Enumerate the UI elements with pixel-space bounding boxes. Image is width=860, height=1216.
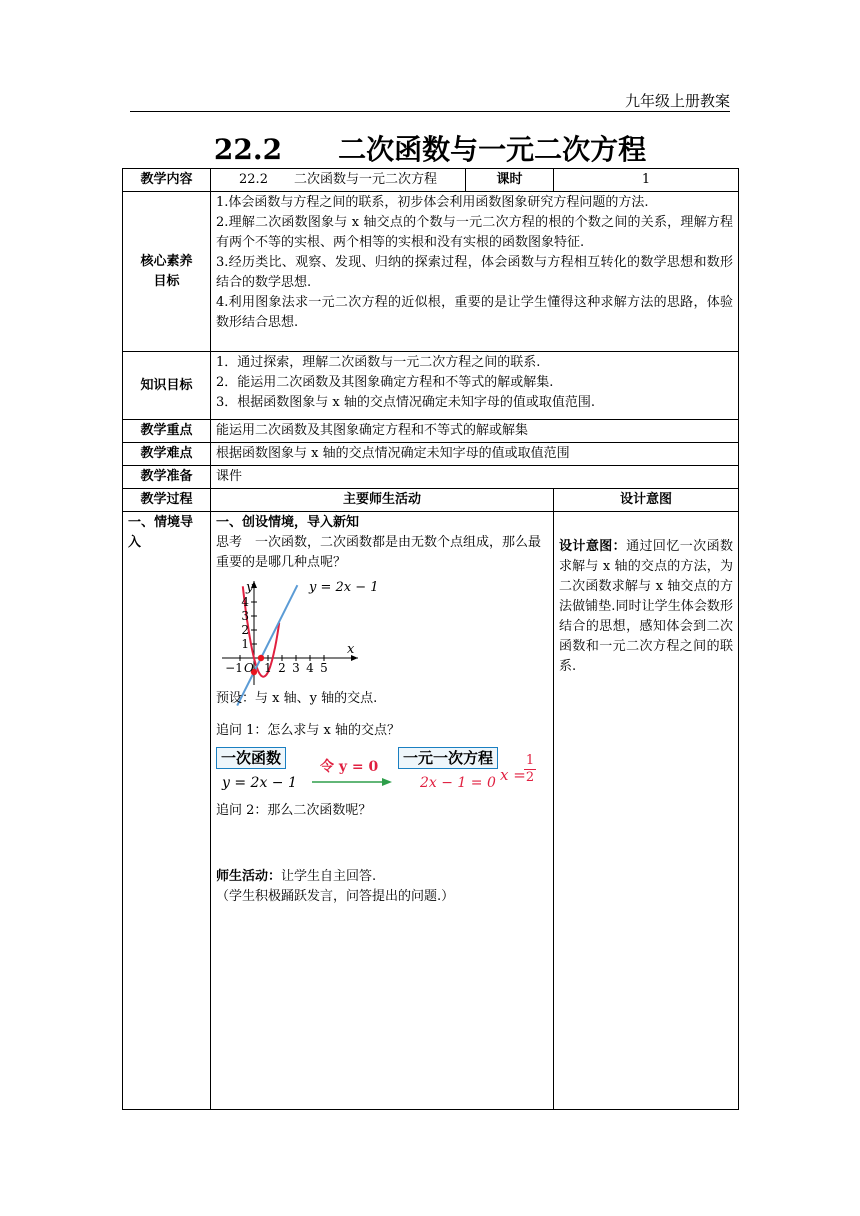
lesson-plan-table [122, 168, 739, 1110]
y-axis-label: y [246, 580, 254, 595]
class-hours-label: 课时 [466, 169, 554, 192]
row-difficult-points [123, 443, 739, 466]
x-tick-label: 5 [320, 661, 328, 675]
x-tick-label: 1 [264, 661, 272, 675]
x-tick-label: −1 [225, 661, 243, 675]
flow-equation-2: 2x − 1 = 0 [420, 775, 496, 791]
flow-box-linear-function: 一次函数 [216, 747, 286, 769]
row-stage-intro [123, 512, 739, 1110]
section-title: 一、创设情境，导入新知 [216, 515, 360, 530]
key-points-value: 能运用二次函数及其图象确定方程和不等式的解或解集 [211, 420, 739, 443]
knowledge-item: 2．能运用二次函数及其图象确定方程和不等式的解或解集. [216, 375, 554, 390]
page-title: 22.2 二次函数与一元二次方程 [213, 133, 647, 166]
teaching-content-value: 22.2 二次函数与一元二次方程 [211, 169, 466, 192]
row-teaching-content [123, 169, 739, 192]
x-tick-label: 2 [278, 661, 286, 675]
preparation-label: 教学准备 [123, 466, 211, 489]
knowledge-goals-label: 知识目标 [123, 352, 211, 420]
row-core-literacy [123, 192, 739, 352]
flow-arrow-label: 令 y = 0 [320, 759, 379, 775]
x-tick-label: 4 [306, 661, 314, 675]
core-item: 1.体会函数与方程之间的联系，初步体会利用函数图象研究方程问题的方法. [216, 195, 649, 210]
flow-equation-1: y = 2x − 1 [222, 775, 297, 791]
activity-text: 让学生自主回答. [281, 869, 377, 884]
activity-note: （学生积极踊跃发言，问答提出的问题.） [216, 889, 455, 904]
core-literacy-content [211, 192, 739, 352]
line-equation-label: y = 2x − 1 [309, 580, 379, 595]
core-item: 3.经历类比、观察、发现、归纳的探索过程，体会函数与方程相互转化的数学思想和数形结合的数学思想. [216, 255, 733, 290]
solution-flow [216, 743, 548, 801]
process-header-activity: 主要师生活动 [211, 489, 554, 512]
row-key-points [123, 420, 739, 443]
stage-intro-label: 一、情境导入 [123, 512, 211, 1110]
knowledge-goals-content [211, 352, 739, 420]
activity-line [216, 867, 548, 887]
stage-intro-activities [211, 512, 554, 1110]
fraction-denominator: 2 [525, 770, 535, 785]
flow-result-prefix: x = [500, 766, 526, 784]
x-tick-label: 3 [292, 661, 300, 675]
process-header-stage: 教学过程 [123, 489, 211, 512]
origin-label: O [244, 661, 254, 675]
difficult-points-label: 教学难点 [123, 443, 211, 466]
row-preparation [123, 466, 739, 489]
think-question: 思考 一次函数，二次函数都是由无数个点组成，那么最重要的是哪几种点呢？ [216, 535, 542, 570]
preparation-value: 课件 [211, 466, 739, 489]
core-item: 2.理解二次函数图象与 x 轴交点的个数与一元二次方程的根的个数之间的关系，理解方程有两个不等的实根、两个相等的实根和没有实根的函数图象特征. [216, 215, 733, 250]
process-header-intent: 设计意图 [554, 489, 739, 512]
flow-box-linear-equation: 一元一次方程 [398, 747, 498, 769]
y-tick-label: 2 [241, 623, 249, 637]
function-graph [216, 575, 379, 687]
core-literacy-label-line2: 目标 [153, 273, 180, 289]
knowledge-item: 3．根据函数图象与 x 轴的交点情况确定未知字母的值或取值范围. [216, 395, 595, 410]
key-points-label: 教学重点 [123, 420, 211, 443]
teaching-content-label: 教学内容 [123, 169, 211, 192]
class-hours-value: 1 [554, 169, 739, 192]
core-item: 4.利用图象法求一元二次方程的近似根，重要的是让学生懂得这种求解方法的思路，体验数形结合思想. [216, 295, 733, 330]
difficult-points-value: 根据函数图象与 x 轴的交点情况确定未知字母的值或取值范围 [211, 443, 739, 466]
y-tick-label: 3 [241, 609, 249, 623]
intent-text: 通过回忆一次函数求解与 x 轴的交点的方法，为二次函数求解与 x 轴交点的方法做铺垫.同时让学生体会数形结合的思想，感知体会到二次函数和一元二次方程之间的联系. [559, 539, 733, 674]
y-tick-label: 4 [241, 595, 249, 609]
followup-question-1: 追问 1：怎么求与 x 轴的交点？ [216, 723, 400, 738]
y-tick-label: 1 [241, 637, 249, 651]
core-literacy-label [123, 192, 211, 352]
stage-intro-intent [554, 512, 739, 1110]
preset-answer: 预设：与 x 轴、y 轴的交点. [216, 691, 378, 706]
flow-arrow [312, 777, 392, 787]
header-grade-label: 九年级上册教案 [624, 92, 730, 110]
x-axis-label: x [347, 642, 355, 657]
header-divider [130, 111, 730, 112]
followup-question-2: 追问 2：那么二次函数呢？ [216, 803, 372, 818]
activity-label: 师生活动： [216, 869, 282, 884]
fraction-numerator: 1 [525, 753, 535, 768]
knowledge-item: 1．通过探索，理解二次函数与一元二次方程之间的联系. [216, 355, 541, 370]
row-process-header [123, 489, 739, 512]
flow-result-fraction [524, 753, 536, 786]
intent-label: 设计意图： [559, 539, 627, 554]
core-literacy-label-line1: 核心素养 [140, 253, 193, 269]
row-knowledge-goals [123, 352, 739, 420]
